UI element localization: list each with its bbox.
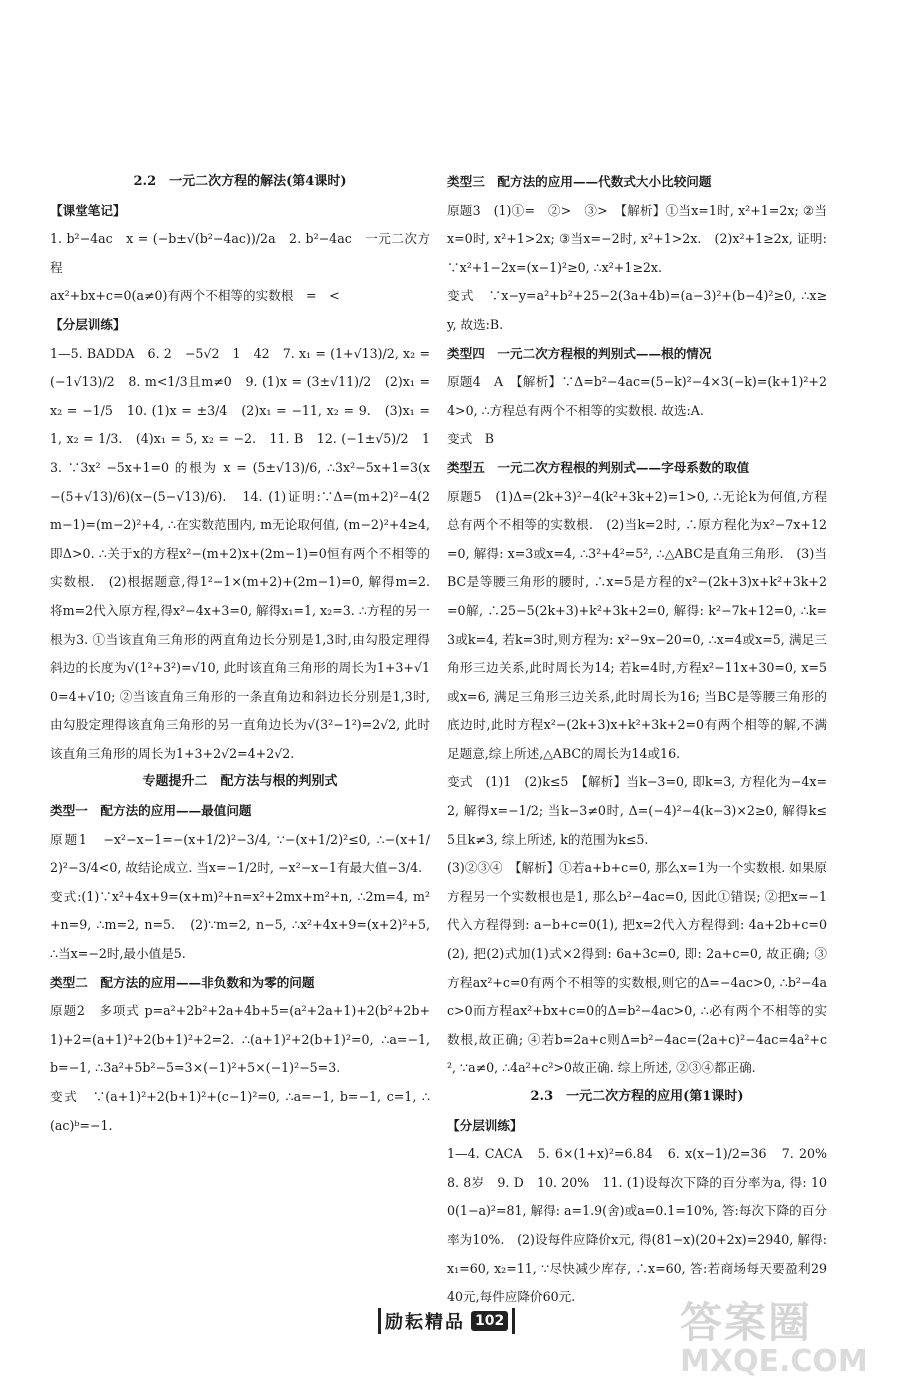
- problem2-text: 原题2 多项式 p=a²+2b²+2a+4b+5=(a²+2a+1)+2(b²+2b+1)+2=(a+1)²+2(b+1)²+2=2. ∴(a+1)²+2(b+1)²=0, ∴a=−1, b=−1, ∴3a²+5b²−5=3×(−1)²+5×(−1)²−5=3.: [50, 1003, 430, 1076]
- right-column: [447, 168, 840, 1312]
- watermark: [680, 1290, 880, 1382]
- type1-title: 类型一 配方法的应用——最值问题: [50, 803, 252, 819]
- variant2-text: 变式 ∵(a+1)²+2(b+1)²+(c−1)²=0, ∴a=−1, b=−1, c=1, ∴(ac)ᵇ=−1.: [50, 1089, 430, 1133]
- section2-title: 2.3 一元二次方程的应用(第1课时): [530, 1089, 744, 1104]
- problem3-text: 原题3 (1)①= ②> ③> 【解析】①当x=1时, x²+1=2x; ②当x=0时, x²+1>2x; ③当x=−2时, x²+1>2x. (2)x²+1≥2x, 证明:∵x²+1−2x=(x−1)²≥0, ∴x²+1≥2x.: [447, 202, 827, 275]
- brand-bar-right: [512, 1308, 515, 1334]
- type5-title: 类型五 一元二次方程根的判别式——字母系数的取值: [447, 459, 750, 475]
- notes-line-2: ax²+bx+c=0(a≠0)有两个不相等的实数根 = <: [50, 288, 340, 304]
- watermark-url: MXQE.COM: [680, 1344, 868, 1379]
- notes-line-1: 1. b²−4ac x = (−b±√(b²−4ac))/2a 2. b²−4ac 一元二次方程: [50, 231, 430, 275]
- practice-tag-2: 【分层训练】: [447, 1117, 523, 1133]
- type4-title: 类型四 一元二次方程根的判别式——根的情况: [447, 345, 712, 361]
- problem1-text: 原题1 −x²−x−1=−(x+1/2)²−3/4, ∵−(x+1/2)²≤0, ∴−(x+1/2)²−3/4<0, 故结论成立. 当x=−1/2时, −x²−x−1有最大值−3/4.: [50, 831, 430, 876]
- page-number: 102: [471, 1311, 508, 1331]
- footer-brand: [374, 1306, 519, 1336]
- brand-bar-left: [378, 1308, 381, 1334]
- notes-tag: 【课堂笔记】: [50, 202, 126, 218]
- variant5-part3-text: (3)②③④ 【解析】①若a+b+c=0, 那么x=1为一个实数根. 如果原方程另一个实数根也是1, 那么b²−4ac=0, 因此①错误; ②把x=−1代入方程得到: a−b+c=0(1), 把x=2代入方程得到: 4a+2b+c=0(2), 把(2)式加(1)式×2得到: 6a+3c=0, 即: 2a+c=0, 故正确; ③方程ax²+c=0有两个不相等的实数根,则它的Δ=−4ac>0, ∴b²−4ac>0而方程ax²+bx+c=0的Δ=b²−4ac>0, ∴必有两个不相等的实数根,故正确; ④若b=2a+c则Δ=b²−4ac=(2a+c)²−4ac=4a²+c², ∵a≠0, ∴4a²+c²>0故正确. 综上所述, ②③④都正确.: [447, 860, 827, 1076]
- variant1-text: 变式:(1)∵x²+4x+9=(x+m)²+n=x²+2mx+m²+n, ∴2m=4, m²+n=9, ∴m=2, n=5. (2)∵m=2, n−5, ∴x²+4x+9=(x+2)²+5, ∴当x=−2时,最小值是5.: [50, 888, 430, 962]
- type2-title: 类型二 配方法的应用——非负数和为零的问题: [50, 974, 315, 990]
- problem5-text: 原题5 (1)Δ=(2k+3)²−4(k²+3k+2)=1>0, ∴无论k为何值,方程总有两个不相等的实数根. (2)当k=2时, ∴原方程化为x²−7x+12=0, 解得: x=3或x=4, ∴3²+4²=5², ∴△ABC是直角三角形. (3)当BC是等腰三角形的腰时, ∴x=5是方程的x²−(2k+3)x+k²+3k+2=0解, ∴25−5(2k+3)+k²+3k+2=0, 解得: k²−7k+12=0, ∴k=3或k=4, 若k=3时,则方程为: x²−9x−20=0, ∴x=4或x=5, 满足三角形三边关系,此时周长为14; 若k=4时,方程x²−11x+30=0, x=5或x=6, 满足三角形三边关系,此时周长为16; 当BC是等腰三角形的底边时,此时方程x²−(2k+3)x+k²+3k+2=0有两个相等的解,不满足题意,综上所述,△ABC的周长为14或16.: [447, 488, 827, 761]
- brand-name: 励耘精品: [385, 1312, 465, 1333]
- practice-answers: 1—5. BADDA 6. 2 −5√2 1 42 7. x₁ = (1+√13)/2, x₂ = (−1√13)/2 8. m<1/3且m≠0 9. (1)x = (3±√11)/2 (2)x₁ = x₂ = −1/5 10. (1)x = ±3/4 (2)x₁ = −11, x₂ = 9. (3)x₁ = 1, x₂ = 1/3. (4)x₁ = 5, x₂ = −2. 11. B 12. (−1±√5)/2 13. ∵3x² −5x+1=0 的根为 x = (5±√13)/6, ∴3x²−5x+1=3(x−(5+√13)/6)(x−(5−√13)/6). 14. (1)证明:∵Δ=(m+2)²−4(2m−1)=(m−2)²+4, ∴在实数范围内, m无论取何值, (m−2)²+4≥4, 即Δ>0. ∴关于x的方程x²−(m+2)x+(2m−1)=0恒有两个不相等的实数根. (2)根据题意,得1²−1×(m+2)+(2m−1)=0, 解得m=2. 将m=2代入原方程,得x²−4x+3=0, 解得x₁=1, x₂=3. ∴方程的另一根为3. ①当该直角三角形的两直角边长分别是1,3时,由勾股定理得斜边的长度为√(1²+3²)=√10, 此时该直角三角形的周长为1+3+√10=4+√10; ②当该直角三角形的一条直角边和斜边长分别是1,3时,由勾股定理得该直角三角形的另一直角边长为√(3²−1²)=2√2, 此时该直角三角形的周长为1+3+2√2=4+2√2.: [50, 345, 430, 761]
- left-column: [50, 168, 430, 1140]
- problem4-text: 原题4 A 【解析】∵Δ=b²−4ac=(5−k)²−4×3(−k)=(k+1)²+24>0, ∴方程总有两个不相等的实数根. 故选:A.: [447, 374, 827, 418]
- type3-title: 类型三 配方法的应用——代数式大小比较问题: [447, 174, 712, 189]
- practice-tag: 【分层训练】: [50, 316, 126, 332]
- variant5-text: 变式 (1)1 (2)k≤5 【解析】当k−3=0, 即k=3, 方程化为−4x=2, 解得x=−1/2; 当k−3≠0时, Δ=(−4)²−4(k−3)×2≥0, 解得k≤5且k≠3, 综上所述, k的范围为k≤5.: [447, 774, 827, 847]
- topic-title: 专题提升二 配方法与根的判别式: [142, 774, 338, 790]
- practice-answers-2: 1—4. CACA 5. 6×(1+x)²=6.84 6. x(x−1)/2=36 7. 20% 8. 8岁 9. D 10. 20% 11. (1)设每次下降的百分率为a, 得: 100(1−a)²=81, 解得: a=1.9(舍)或a=0.1=10%, 答:每次下降的百分率为10%. (2)设每件应降价x元, 得(81−x)(20+2x)=2940, 解得: x₁=60, x₂=11, ∵尽快减少库存, ∴x=60, 答:若商场每天要盈利2940元,每件应降价60元.: [447, 1146, 840, 1305]
- variant4-text: 变式 B: [447, 431, 495, 447]
- variant3-text: 变式 ∵x−y=a²+b²+25−2(3a+4b)=(a−3)²+(b−4)²≥0, ∴x≥y, 故选:B.: [447, 288, 827, 332]
- watermark-logo: 答案圈: [680, 1298, 813, 1347]
- section-title: 2.2 一元二次方程的解法(第4课时): [133, 174, 347, 189]
